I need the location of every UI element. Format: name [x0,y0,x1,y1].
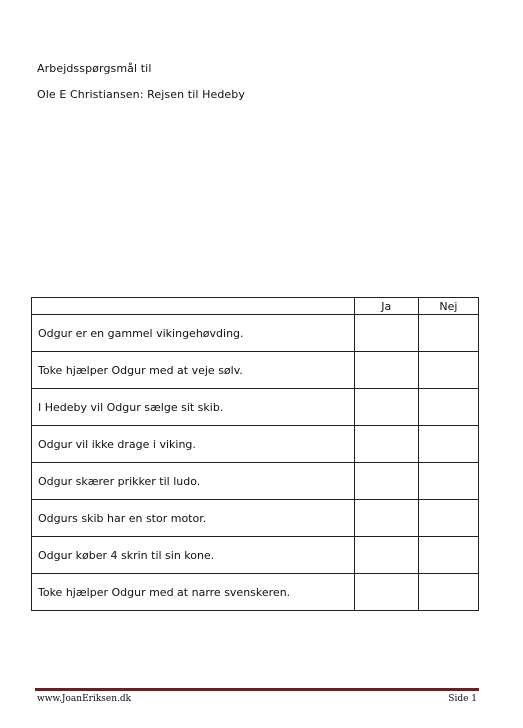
nej-checkbox-cell[interactable] [418,537,478,574]
statement-cell: I Hedeby vil Odgur sælge sit skib. [32,389,355,426]
ja-checkbox-cell[interactable] [354,500,418,537]
statement-cell: Odgur er en gammel vikingehøvding. [32,315,355,352]
true-false-table [31,297,479,611]
ja-checkbox-cell[interactable] [354,315,418,352]
statement-cell: Toke hjælper Odgur med at veje sølv. [32,352,355,389]
ja-checkbox-cell[interactable] [354,574,418,611]
table-row [32,389,479,426]
book-title: Ole E Christiansen: Rejsen til Hedeby [37,88,245,101]
ja-checkbox-cell[interactable] [354,537,418,574]
footer-divider [35,688,479,691]
table-row [32,426,479,463]
table-row [32,463,479,500]
nej-checkbox-cell[interactable] [418,389,478,426]
statement-cell: Odgur vil ikke drage i viking. [32,426,355,463]
nej-checkbox-cell[interactable] [418,574,478,611]
ja-checkbox-cell[interactable] [354,352,418,389]
worksheet-heading: Arbejdsspørgsmål til [37,62,152,75]
ja-checkbox-cell[interactable] [354,389,418,426]
page-number: Side 1 [448,694,477,704]
statement-cell: Odgur skærer prikker til ludo. [32,463,355,500]
ja-checkbox-cell[interactable] [354,426,418,463]
nej-checkbox-cell[interactable] [418,463,478,500]
nej-checkbox-cell[interactable] [418,426,478,463]
footer-website-link[interactable]: www.JoanEriksen.dk [37,694,132,704]
table-row [32,537,479,574]
nej-checkbox-cell[interactable] [418,315,478,352]
nej-checkbox-cell[interactable] [418,500,478,537]
table-row [32,500,479,537]
nej-column-header: Nej [418,298,478,315]
table-row [32,352,479,389]
table-row [32,574,479,611]
ja-checkbox-cell[interactable] [354,463,418,500]
statement-cell: Odgur køber 4 skrin til sin kone. [32,537,355,574]
statement-cell: Toke hjælper Odgur med at narre svenskeren. [32,574,355,611]
ja-column-header: Ja [354,298,418,315]
statement-column-header [32,298,355,315]
nej-checkbox-cell[interactable] [418,352,478,389]
table-header-row [32,298,479,315]
statement-cell: Odgurs skib har en stor motor. [32,500,355,537]
table-row [32,315,479,352]
